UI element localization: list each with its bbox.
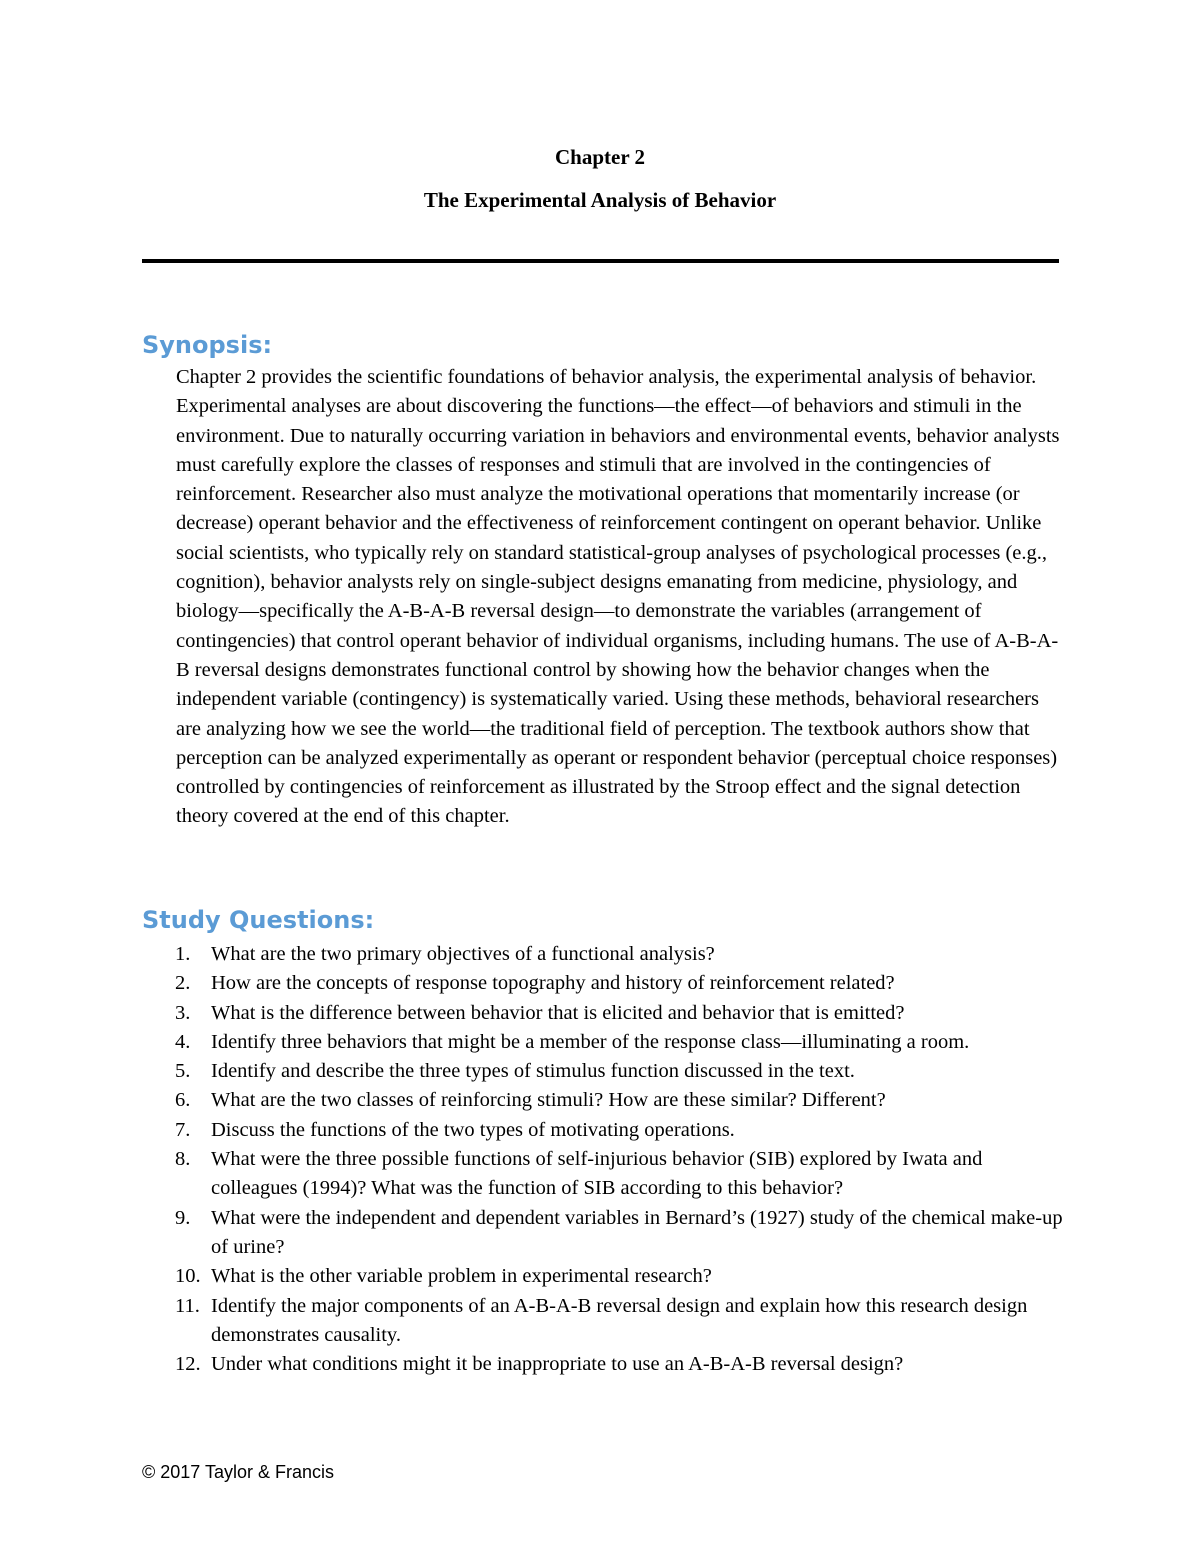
question-text: What are the two primary objectives of a functional analysis? <box>211 943 715 965</box>
question-number: 3. <box>175 1001 191 1024</box>
study-question <box>142 999 1067 1028</box>
question-text: What is the difference between behavior that is elicited and behavior that is emitted? <box>211 1001 905 1024</box>
question-number: 6. <box>175 1089 191 1112</box>
question-number: 12. <box>175 1353 201 1376</box>
question-text: Discuss the functions of the two types of motivating operations. <box>211 1118 735 1141</box>
study-question <box>142 1262 1067 1291</box>
synopsis-body: Chapter 2 provides the scientific foundations of behavior analysis, the experimental analysis of behavior. Experimental analyses are about discovering the functions—the effect—of behaviors and stimuli in the environment. Due to naturally occurring variation in behaviors and environmental events, behavior analysts must carefully explore the classes of responses and stimuli that are involved in the contingencies of reinforcement. Researcher also must analyze the motivational operations that momentarily increase (or decrease) operant behavior and the effectiveness of reinforcement contingent on operant behavior. Unlike social scientists, who typically rely on standard statistical-group analyses of psychological processes (e.g., cognition), behavior analysts rely on single-subject designs emanating from medicine, physiology, and biology—specifically the A-B-A-B reversal design—to demonstrate the variables (arrangement of contingencies) that control operant behavior of individual organisms, including humans. The use of A-B-A-B reversal designs demonstrates functional control by showing how the behavior changes when the independent variable (contingency) is systematically varied. Using these methods, behavioral researchers are analyzing how we see the world—the traditional field of perception. The textbook authors show that perception can be analyzed experimentally as operant or respondent behavior (perceptual choice responses) controlled by contingencies of reinforcement as illustrated by the Stroop effect and the signal detection theory covered at the end of this chapter. <box>176 366 1060 828</box>
study-question <box>142 1028 1067 1057</box>
study-question <box>142 969 1067 998</box>
study-questions-list <box>142 940 1067 1379</box>
question-text: What are the two classes of reinforcing stimuli? How are these similar? Different? <box>211 1089 886 1112</box>
question-number: 5. <box>175 1060 191 1083</box>
title-divider <box>142 259 1059 263</box>
chapter-title: The Experimental Analysis of Behavior <box>423 188 777 212</box>
study-question <box>142 1145 1067 1204</box>
synopsis-heading: Synopsis: <box>142 331 273 359</box>
question-number: 11. <box>175 1294 200 1317</box>
question-text: Identify the major components of an A-B-A-B reversal design and explain how this research design demonstrates causality. <box>211 1294 1028 1346</box>
question-text: What were the three possible functions of self-injurious behavior (SIB) explored by Iwata and colleagues (1994)? What was the function of SIB according to this behavior? <box>211 1148 983 1200</box>
question-number: 7. <box>175 1118 191 1141</box>
study-question <box>142 1350 1067 1379</box>
question-text: What is the other variable problem in experimental research? <box>211 1265 712 1288</box>
study-question <box>142 1057 1067 1086</box>
question-number: 2. <box>175 972 191 995</box>
chapter-number: Chapter 2 <box>554 145 646 169</box>
question-text: Under what conditions might it be inappropriate to use an A-B-A-B reversal design? <box>211 1353 904 1376</box>
study-question <box>142 940 1067 969</box>
question-text: Identify three behaviors that might be a member of the response class—illuminating a room. <box>211 1030 970 1053</box>
copyright-footer: © 2017 Taylor & Francis <box>142 1462 335 1482</box>
question-number: 10. <box>175 1265 201 1288</box>
question-text: How are the concepts of response topography and history of reinforcement related? <box>211 972 895 995</box>
study-questions-heading: Study Questions: <box>142 906 375 934</box>
study-question <box>142 1204 1067 1263</box>
question-number: 9. <box>175 1206 191 1229</box>
question-number: 4. <box>175 1030 191 1053</box>
question-number: 1. <box>175 943 191 965</box>
question-text: Identify and describe the three types of stimulus function discussed in the text. <box>211 1060 855 1083</box>
question-text: What were the independent and dependent variables in Bernard’s (1927) study of the chemical make-up of urine? <box>211 1206 1063 1258</box>
study-question <box>142 1116 1067 1145</box>
question-number: 8. <box>175 1148 191 1171</box>
study-question <box>142 1292 1067 1351</box>
study-question <box>142 1086 1067 1115</box>
